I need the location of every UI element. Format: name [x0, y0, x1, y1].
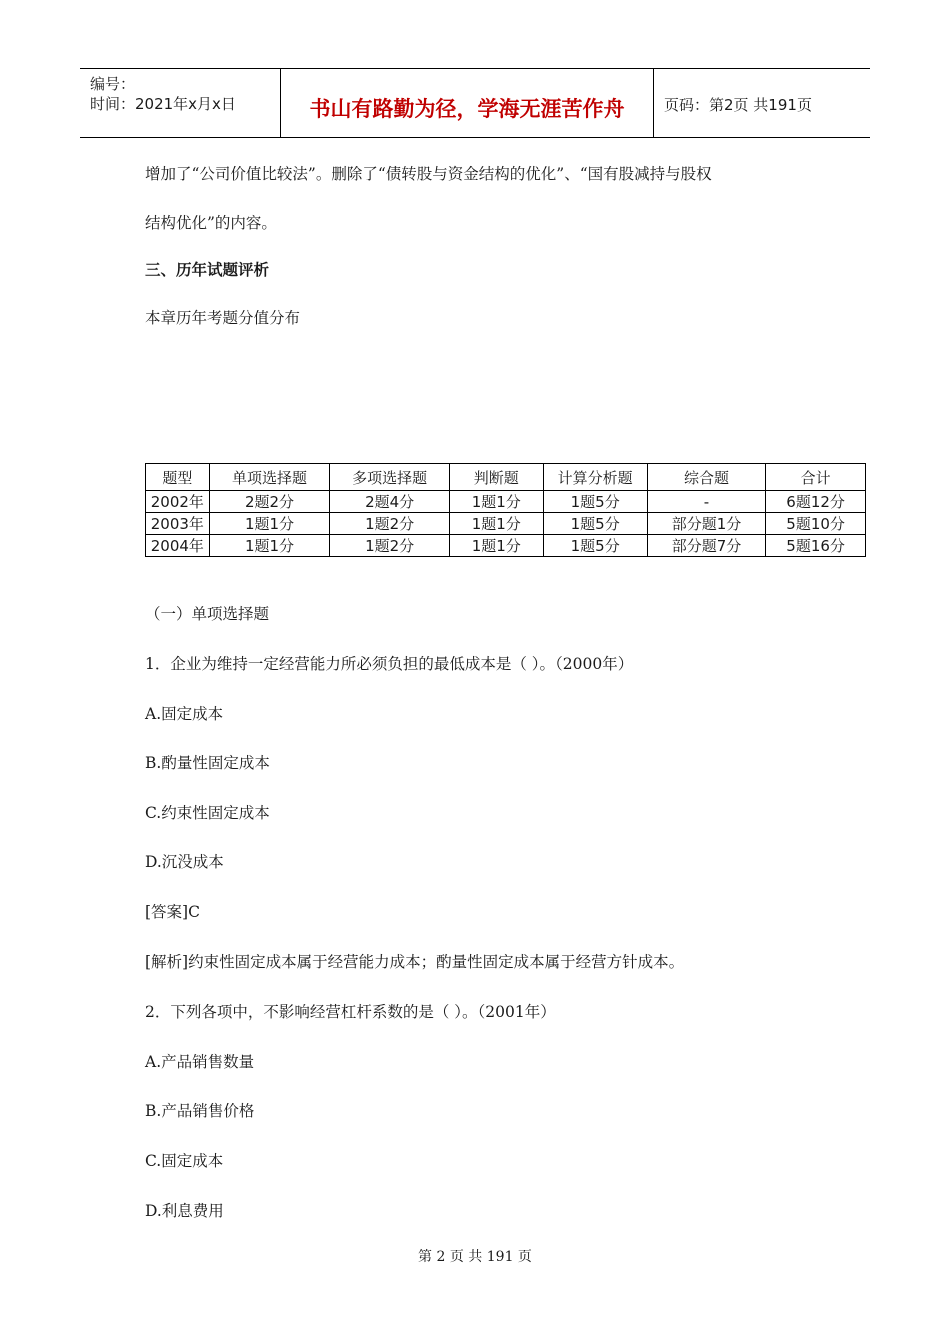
q1-answer: [答案]C — [145, 903, 200, 921]
table-header-cell: 判断题 — [449, 464, 543, 491]
table-cell: 6题12分 — [766, 491, 866, 513]
q2-option-c: C.固定成本 — [145, 1152, 224, 1170]
table-cell: 1题5分 — [543, 513, 647, 535]
table-cell: 1题2分 — [330, 513, 450, 535]
table-row — [146, 535, 866, 557]
subsection-title: （一）单项选择题 — [145, 605, 270, 623]
serial-label: 编号： — [90, 75, 136, 93]
table-cell: 1题1分 — [449, 535, 543, 557]
table-cell: - — [647, 491, 766, 513]
table-header-cell: 计算分析题 — [543, 464, 647, 491]
table-header-row — [146, 464, 866, 491]
intro-line-1: 增加了“公司价值比较法”。删除了“债转股与资金结构的优化”、“国有股减持与股权 — [145, 165, 712, 183]
header-page-cell — [654, 69, 870, 137]
section-title: 三、历年试题评析 — [145, 261, 270, 279]
q1-stem: 1．企业为维持一定经营能力所必须负担的最低成本是（ ）。（2000年） — [145, 655, 634, 673]
motto: 书山有路勤为径，学海无涯苦作舟 — [309, 96, 625, 121]
table-cell: 2003年 — [146, 513, 210, 535]
q1-option-c: C.约束性固定成本 — [145, 804, 270, 822]
q2-option-b: B.产品销售价格 — [145, 1102, 255, 1120]
table-cell: 1题1分 — [449, 513, 543, 535]
table-header-cell: 题型 — [146, 464, 210, 491]
table-cell: 2004年 — [146, 535, 210, 557]
page-header — [80, 68, 870, 138]
table-cell: 5题16分 — [766, 535, 866, 557]
table-header-cell: 多项选择题 — [330, 464, 450, 491]
page-label: 页码：第2页 共191页 — [664, 96, 812, 114]
q2-option-a: A.产品销售数量 — [145, 1053, 255, 1071]
table-cell: 2题4分 — [330, 491, 450, 513]
table-cell: 部分题1分 — [647, 513, 766, 535]
q2-option-d: D.利息费用 — [145, 1202, 224, 1220]
score-distribution-table — [145, 463, 866, 557]
table-cell: 1题1分 — [209, 535, 330, 557]
intro-line-2: 结构优化”的内容。 — [145, 214, 277, 232]
q1-option-a: A.固定成本 — [145, 705, 224, 723]
table-cell: 1题1分 — [209, 513, 330, 535]
table-row — [146, 513, 866, 535]
table-cell: 2题2分 — [209, 491, 330, 513]
table-cell: 部分题7分 — [647, 535, 766, 557]
table-header-cell: 单项选择题 — [209, 464, 330, 491]
table-row — [146, 491, 866, 513]
table-cell: 1题5分 — [543, 491, 647, 513]
page-footer: 第 2 页 共 191 页 — [418, 1249, 532, 1265]
header-meta-cell — [80, 69, 281, 137]
time-label: 时间：2021年x月x日 — [90, 95, 236, 113]
table-cell: 1题5分 — [543, 535, 647, 557]
table-cell: 1题2分 — [330, 535, 450, 557]
q2-stem: 2．下列各项中，不影响经营杠杆系数的是（ ）。（2001年） — [145, 1003, 556, 1021]
table-header-cell: 综合题 — [647, 464, 766, 491]
table-cell: 1题1分 — [449, 491, 543, 513]
q1-option-d: D.沉没成本 — [145, 853, 224, 871]
q1-option-b: B.酌量性固定成本 — [145, 754, 270, 772]
table-caption: 本章历年考题分值分布 — [145, 309, 301, 327]
table-header-cell: 合计 — [766, 464, 866, 491]
table-cell: 5题10分 — [766, 513, 866, 535]
table-cell: 2002年 — [146, 491, 210, 513]
header-motto-cell — [281, 69, 654, 137]
q1-analysis: [解析]约束性固定成本属于经营能力成本；酌量性固定成本属于经营方针成本。 — [145, 953, 685, 971]
